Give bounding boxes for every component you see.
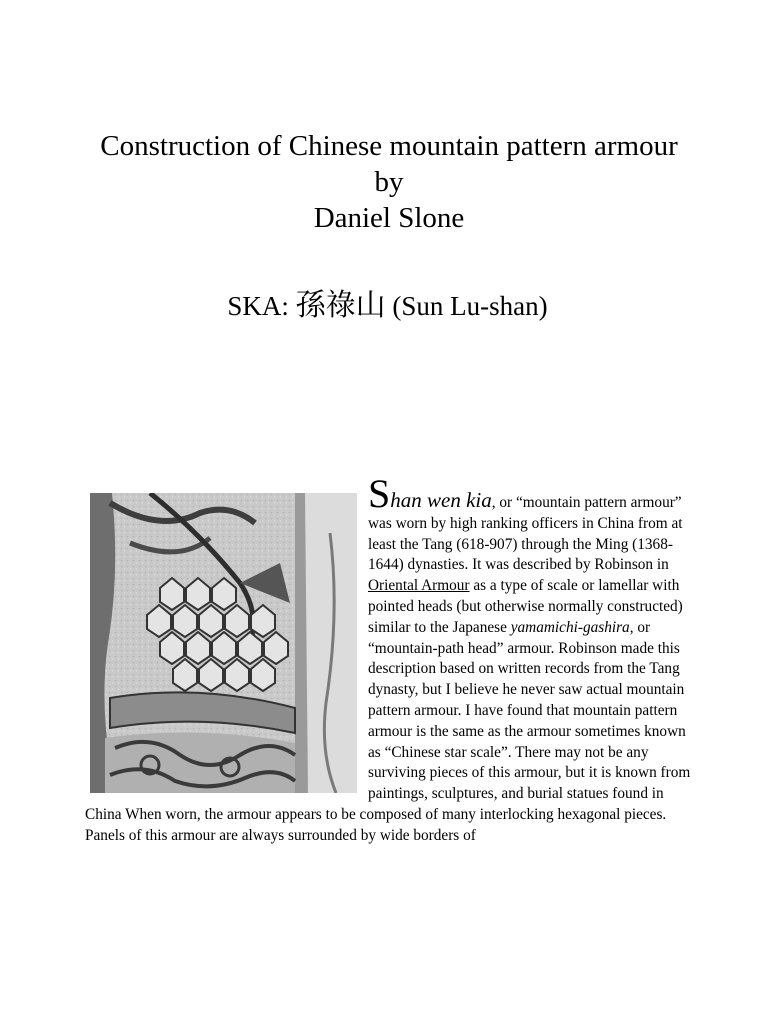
author-name: Daniel Slone: [313, 202, 465, 234]
ska-romanized-name: (Sun Lu-shan): [392, 291, 548, 321]
body-paragraph: [85, 471, 697, 847]
drop-cap: S: [368, 471, 391, 516]
paragraph-text-2: as a type of scale or lamellar with pointed heads (but otherwise normally constructed) similar to the Japanese: [368, 577, 683, 636]
document-title: [0, 128, 768, 236]
title-line: Construction of Chinese mountain pattern armour: [100, 130, 678, 162]
figure-spacer: [85, 484, 368, 790]
paragraph-text-1: , or “mountain pattern armour” was worn by high ranking officers in China from at least the Tang (618-907) through the Ming (1368-1644) dynasties. It was described by Robinson in: [368, 494, 683, 574]
ska-name-line: [0, 280, 768, 324]
japanese-term: yamamichi-gashira: [510, 618, 630, 636]
ska-label: SKA:: [227, 291, 289, 321]
title-by-line: by: [374, 166, 404, 198]
paragraph-text-3: , or “mountain-path head” armour. Robinson made this description based on written records from the Tang dynasty, but I believe he never saw actual mountain pattern armour. I have found that mountain pattern armour is the same as the armour sometimes known as “Chinese star scale”. There may not be any surviving pieces of this armour, but it is known from paintings, sculptures, and burial statues found in China When worn, the armour appears to be composed of many interlocking hexagonal pieces. Panels of this armour are always surrounded by wide borders of: [85, 618, 691, 844]
ska-chinese-name: 孫祿山: [295, 288, 386, 323]
book-title: Oriental Armour: [368, 577, 470, 595]
lead-phrase: han wen kia: [390, 488, 492, 512]
